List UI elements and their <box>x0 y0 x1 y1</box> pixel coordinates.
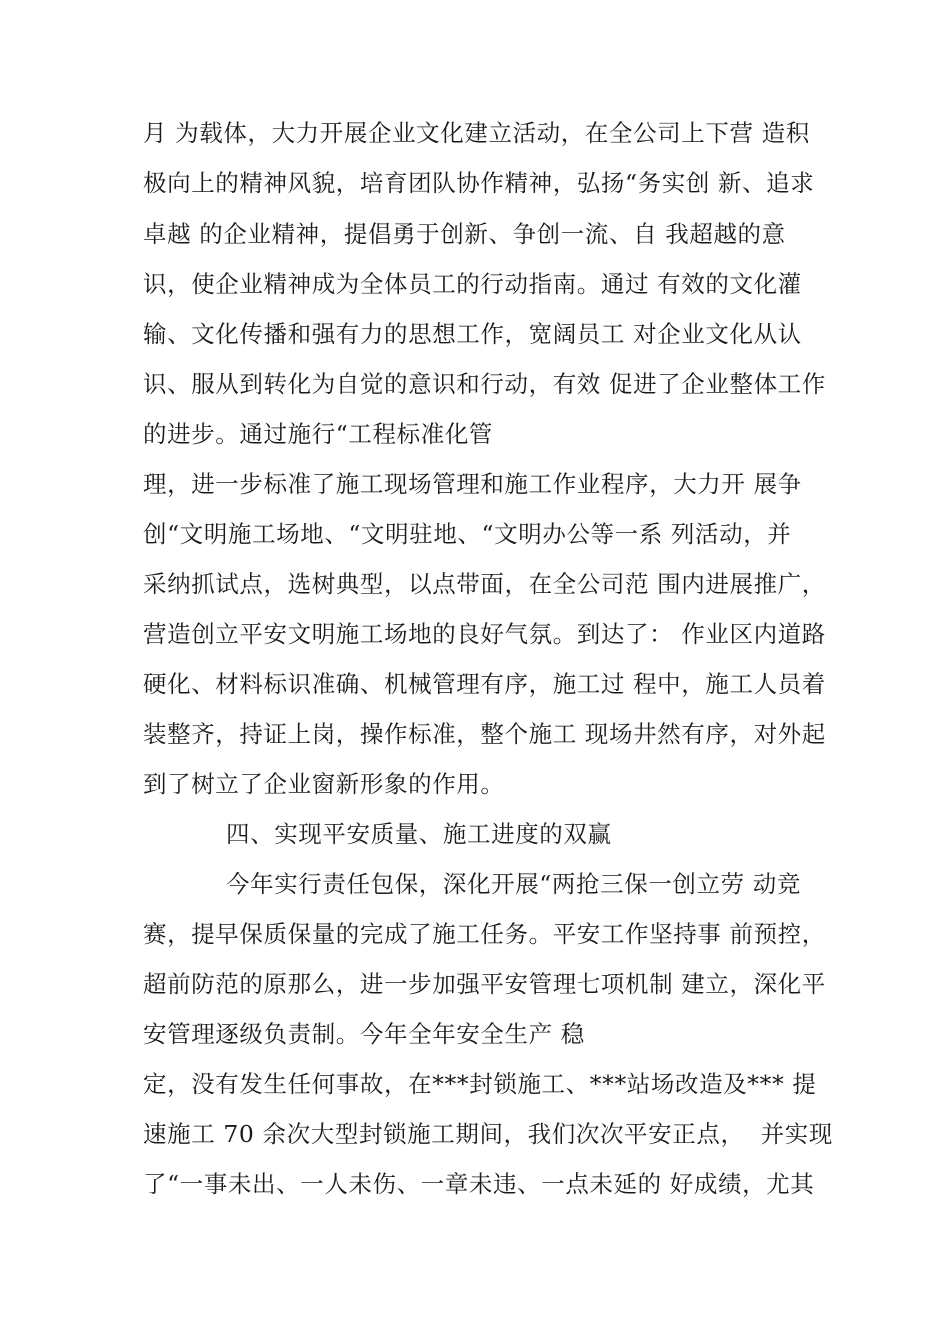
text-line: 卓越 的企业精神，提倡勇于创新、争创一流、自 我超越的意 <box>143 220 786 248</box>
section-heading: 四、实现平安质量、施工进度的双赢 <box>226 820 612 848</box>
text-line: 赛，提早保质保量的完成了施工任务。平安工作坚持事 前预控， <box>143 920 826 948</box>
text-line: 创“文明施工场地、“文明驻地、“文明办公等一系 列活动，并 <box>143 520 792 548</box>
text-line: 今年实行责任包保，深化开展“两抢三保一创立劳 动竞 <box>226 870 801 898</box>
text-line: 理，进一步标准了施工现场管理和施工作业程序，大力开 展争 <box>143 470 802 498</box>
text-line: 定，没有发生任何事故，在***封锁施工、***站场改造及*** 提 <box>143 1070 817 1098</box>
text-line: 了“一事未出、一人未伤、一章未违、一点未延的 好成绩，尤其 <box>143 1170 815 1198</box>
text-line: 识，使企业精神成为全体员工的行动指南。通过 有效的文化灌 <box>143 270 802 298</box>
text-line: 装整齐，持证上岗，操作标准，整个施工 现场井然有序，对外起 <box>143 720 826 748</box>
text-line: 超前防范的原那么，进一步加强平安管理七项机制 建立，深化平 <box>143 970 826 998</box>
text-line: 到了树立了企业窗新形象的作用。 <box>143 770 505 798</box>
text-line: 的进步。通过施行“工程标准化管 <box>143 420 494 448</box>
text-line: 采纳抓试点，选树典型，以点带面，在全公司范 围内进展推广， <box>143 570 826 598</box>
text-line: 月 为载体，大力开展企业文化建立活动，在全公司上下营 造积 <box>143 119 810 147</box>
text-line: 营造创立平安文明施工场地的良好气氛。到达了： 作业区内道路 <box>143 620 826 648</box>
text-line: 极向上的精神风貌，培育团队协作精神，弘扬“务实创 新、追求 <box>143 169 815 197</box>
text-line: 安管理逐级负责制。今年全年安全生产 稳 <box>143 1020 585 1048</box>
text-line: 硬化、材料标识准确、机械管理有序，施工过 程中，施工人员着 <box>143 670 826 698</box>
text-line: 识、服从到转化为自觉的意识和行动，有效 促进了企业整体工作 <box>143 370 826 398</box>
text-line: 速施工 70 余次大型封锁施工期间，我们次次平安正点， 并实现 <box>143 1120 833 1148</box>
text-line: 输、文化传播和强有力的思想工作，宽阔员工 对企业文化从认 <box>143 320 802 348</box>
